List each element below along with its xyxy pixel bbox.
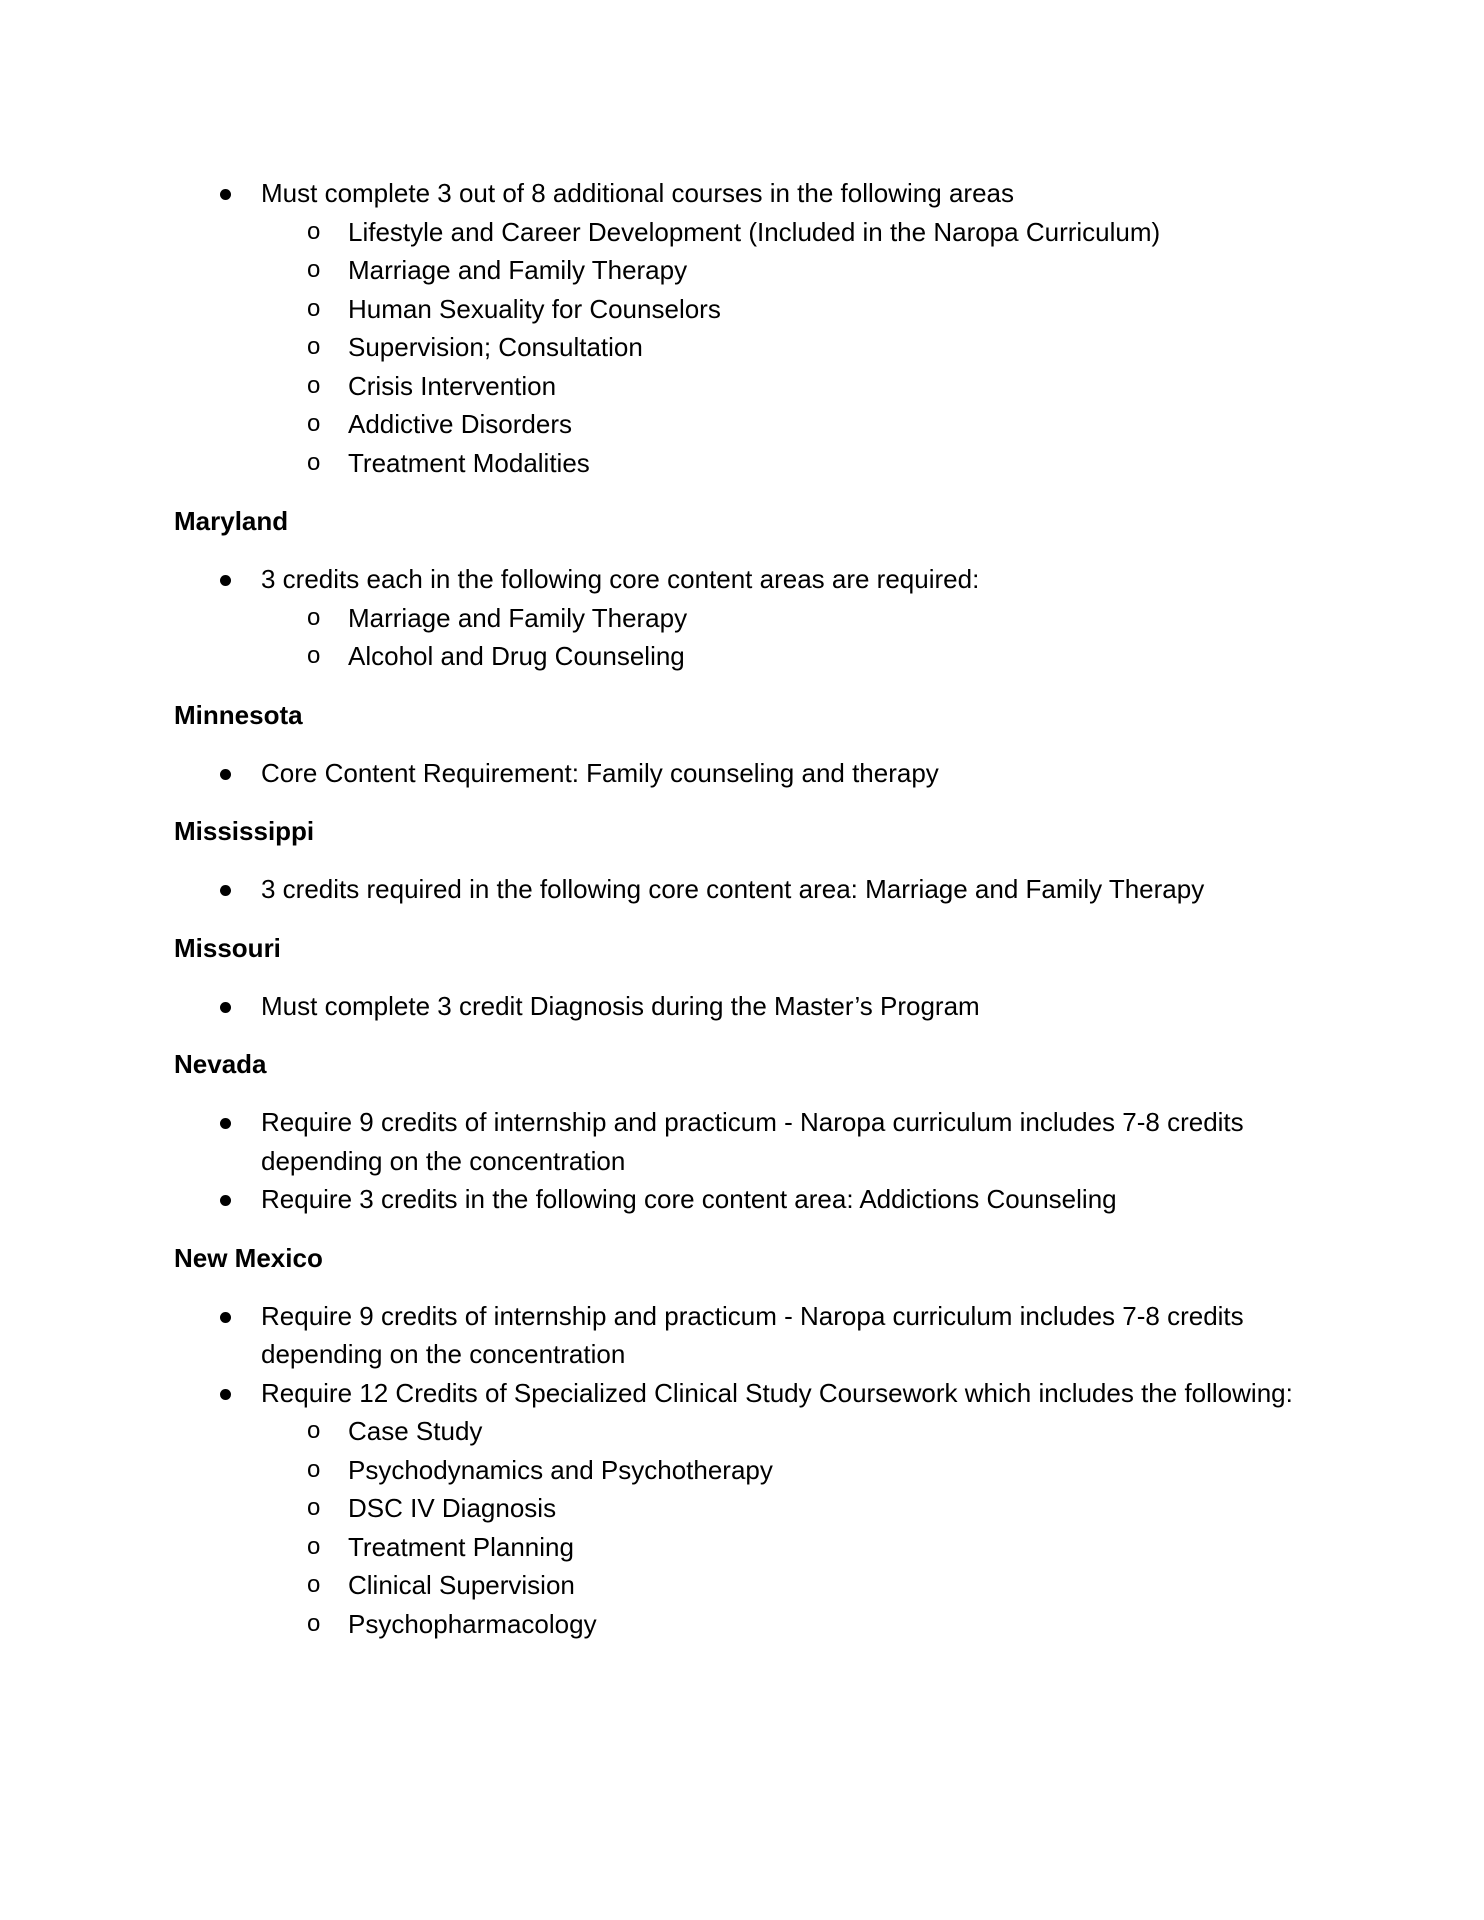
bullet-item	[174, 1103, 1314, 1180]
hollow-bullet-icon: o	[307, 1532, 321, 1560]
state-section	[174, 1045, 1314, 1219]
bullet-item	[174, 754, 1314, 793]
sub-bullet-item	[174, 637, 1314, 676]
bullet-list	[174, 1297, 1314, 1644]
sub-bullet-item	[174, 328, 1314, 367]
bullet-item	[174, 1297, 1314, 1374]
bullet-text: Require 12 Credits of Specialized Clinical Study Coursework which includes the following:	[261, 1377, 1293, 1408]
bullet-item	[174, 987, 1314, 1026]
bullet-item	[174, 870, 1314, 909]
sub-bullet-item	[174, 1489, 1314, 1528]
sub-bullet-text: Psychodynamics and Psychotherapy	[348, 1454, 773, 1485]
bullet-dot-icon	[220, 1118, 231, 1129]
bullet-text: Require 3 credits in the following core content area: Addictions Counseling	[261, 1184, 1117, 1214]
hollow-bullet-icon: o	[307, 294, 321, 322]
bullet-dot-icon	[220, 1389, 231, 1400]
sub-bullet-item	[174, 1451, 1314, 1490]
bullet-item	[174, 1374, 1314, 1413]
sub-bullet-text: Alcohol and Drug Counseling	[348, 641, 685, 671]
sub-bullet-item	[174, 599, 1314, 638]
sub-bullet-item	[174, 405, 1314, 444]
state-heading: Mississippi	[174, 816, 315, 846]
bullet-dot-icon	[220, 885, 231, 896]
hollow-bullet-icon: o	[307, 1571, 321, 1598]
bullet-text: Core Content Requirement: Family counseling and therapy	[261, 757, 939, 788]
sub-bullet-text: Crisis Intervention	[348, 370, 557, 401]
bullet-dot-icon	[220, 189, 231, 200]
bullet-list	[174, 754, 1314, 793]
bullet-dot-icon	[220, 575, 231, 586]
sub-bullet-item	[174, 1412, 1314, 1451]
sub-bullet-item	[174, 1566, 1314, 1605]
intro-section	[174, 174, 1314, 482]
bullet-item	[174, 174, 1314, 213]
sub-bullet-text: Case Study	[348, 1416, 483, 1446]
hollow-bullet-icon: o	[307, 448, 321, 476]
bullet-text: Require 9 credits of internship and practicum - Naropa curriculum includes 7-8 credits depending on the concentration	[261, 1107, 1244, 1176]
sub-bullet-item	[174, 213, 1314, 252]
hollow-bullet-icon: o	[307, 1609, 321, 1637]
bullet-list	[174, 560, 1314, 676]
bullet-item	[174, 560, 1314, 599]
sub-bullet-item	[174, 251, 1314, 290]
sub-bullet-item	[174, 367, 1314, 406]
document-body	[174, 174, 1314, 1663]
hollow-bullet-icon: o	[307, 217, 321, 245]
bullet-text: Require 9 credits of internship and practicum - Naropa curriculum includes 7-8 credits depending on the concentration	[261, 1300, 1244, 1369]
bullet-text: Must complete 3 credit Diagnosis during the Master’s Program	[261, 990, 980, 1021]
bullet-dot-icon	[220, 1195, 231, 1206]
state-section	[174, 1239, 1314, 1644]
sub-bullet-text: Human Sexuality for Counselors	[348, 293, 721, 324]
sub-bullet-text: DSC IV Diagnosis	[348, 1493, 557, 1523]
bullet-list	[174, 174, 1314, 482]
bullet-item	[174, 1180, 1314, 1219]
state-section	[174, 812, 1314, 909]
state-heading: Maryland	[174, 506, 289, 536]
sub-bullet-text: Supervision; Consultation	[348, 332, 643, 362]
sub-bullet-text: Treatment Modalities	[348, 447, 590, 478]
sub-bullet-item	[174, 444, 1314, 483]
bullet-text: Must complete 3 out of 8 additional courses in the following areas	[261, 178, 1014, 208]
hollow-bullet-icon: o	[307, 1455, 321, 1483]
bullet-text: 3 credits required in the following core content area: Marriage and Family Therapy	[261, 874, 1205, 904]
hollow-bullet-icon: o	[307, 256, 321, 283]
hollow-bullet-icon: o	[307, 603, 321, 631]
bullet-dot-icon	[220, 769, 231, 780]
hollow-bullet-icon: o	[307, 371, 321, 399]
hollow-bullet-icon: o	[307, 333, 321, 360]
sub-bullet-text: Marriage and Family Therapy	[348, 602, 688, 633]
hollow-bullet-icon: o	[307, 1494, 321, 1521]
state-section	[174, 696, 1314, 793]
hollow-bullet-icon: o	[307, 642, 321, 669]
sub-bullet-text: Addictive Disorders	[348, 409, 572, 439]
state-heading: New Mexico	[174, 1242, 323, 1273]
bullet-dot-icon	[220, 1312, 231, 1323]
sub-bullet-text: Clinical Supervision	[348, 1570, 575, 1600]
sub-bullet-text: Psychopharmacology	[348, 1608, 597, 1639]
sub-bullet-item	[174, 1605, 1314, 1644]
bullet-text: 3 credits each in the following core content areas are required:	[261, 564, 980, 594]
bullet-dot-icon	[220, 1002, 231, 1013]
bullet-list	[174, 1103, 1314, 1219]
state-heading: Minnesota	[174, 699, 303, 730]
bullet-list	[174, 987, 1314, 1026]
state-heading: Nevada	[174, 1049, 267, 1079]
sub-bullet-item	[174, 1528, 1314, 1567]
bullet-list	[174, 870, 1314, 909]
sub-bullet-text: Marriage and Family Therapy	[348, 255, 688, 285]
state-section	[174, 929, 1314, 1026]
state-heading: Missouri	[174, 932, 281, 963]
sub-bullet-text: Treatment Planning	[348, 1531, 574, 1562]
hollow-bullet-icon: o	[307, 1417, 321, 1444]
sub-bullet-item	[174, 290, 1314, 329]
hollow-bullet-icon: o	[307, 410, 321, 437]
sub-bullet-text: Lifestyle and Career Development (Included in the Naropa Curriculum)	[348, 216, 1161, 247]
state-section	[174, 502, 1314, 676]
